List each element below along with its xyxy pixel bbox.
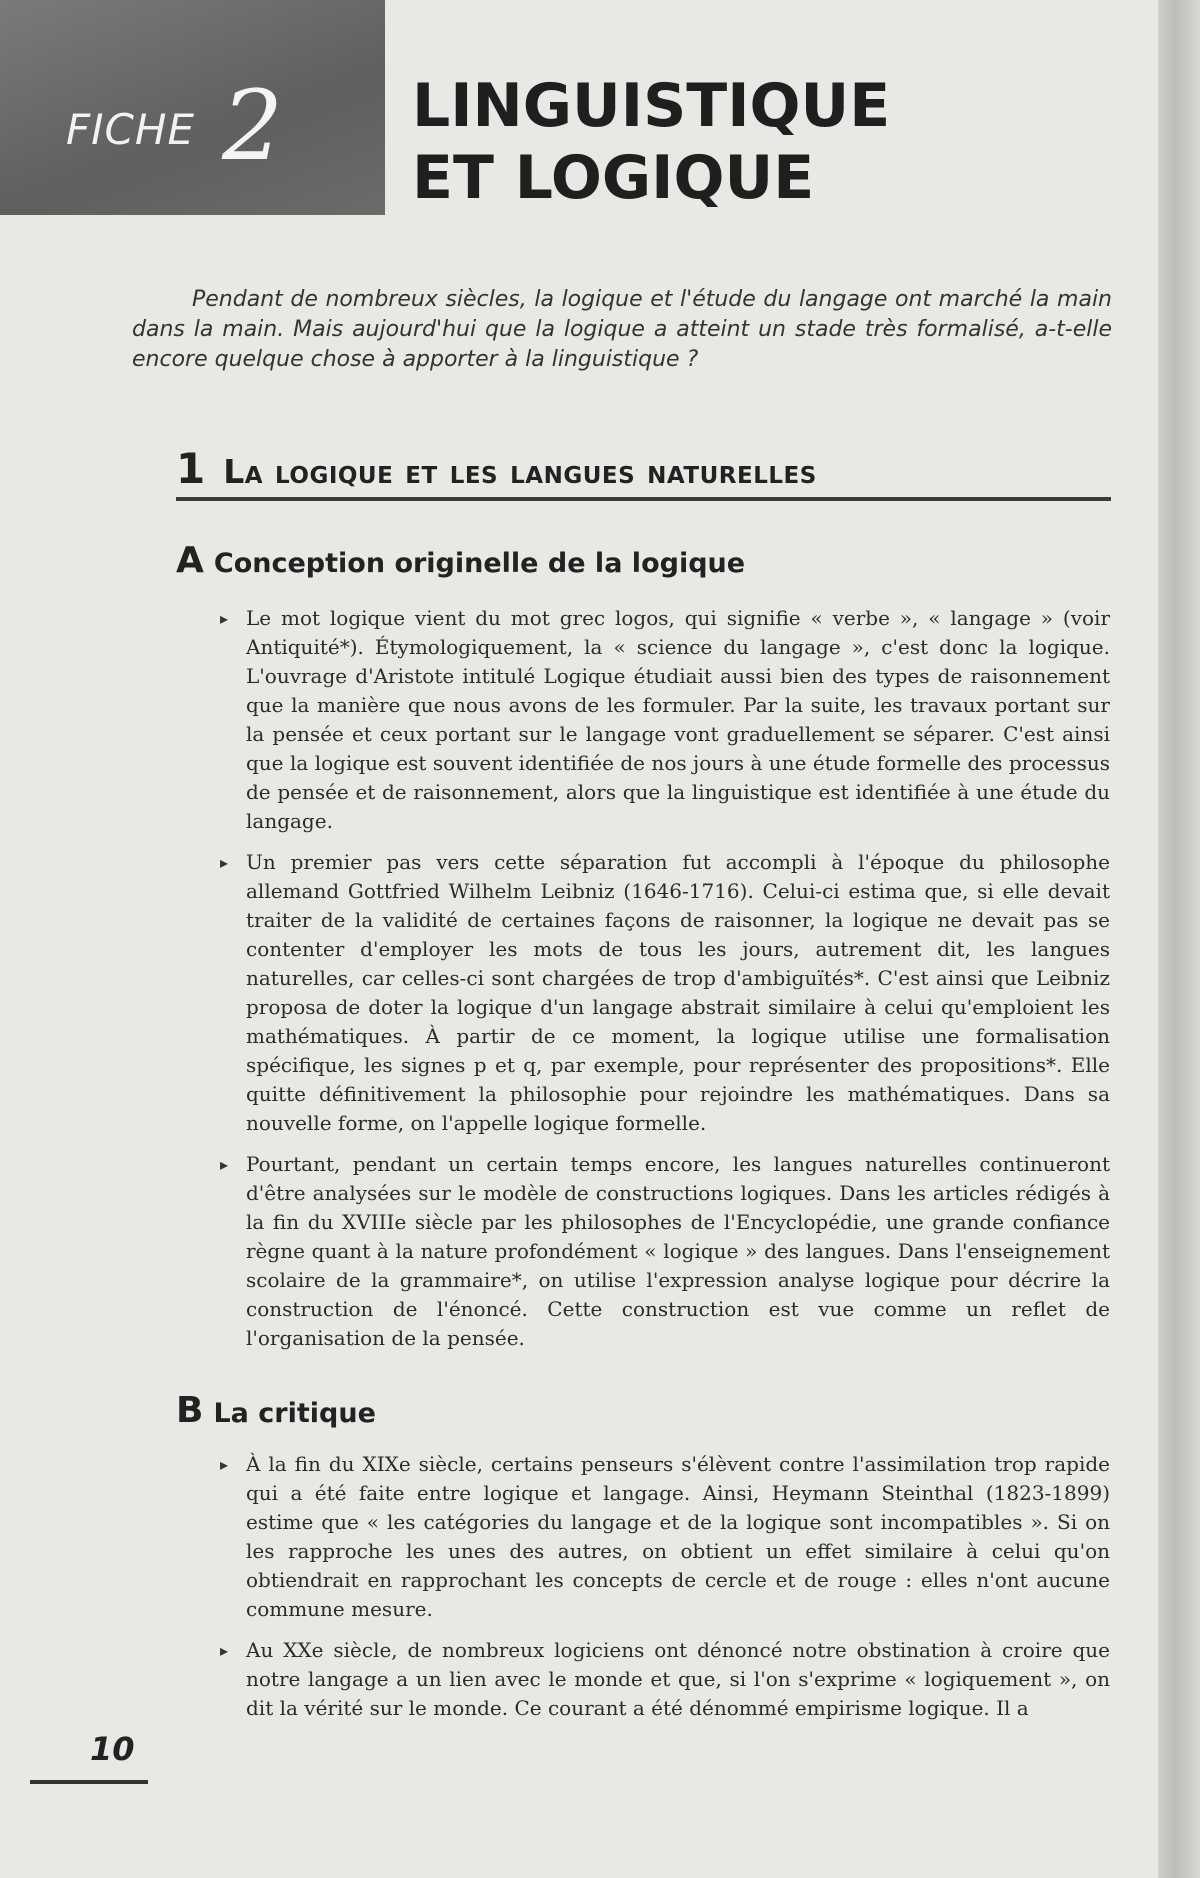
subsection-letter: B bbox=[176, 1390, 204, 1431]
bullet-icon: ▸ bbox=[220, 1155, 229, 1174]
body-paragraph bbox=[220, 1450, 1110, 1624]
fiche-label: FICHE bbox=[66, 105, 195, 154]
subsection-title: Conception originelle de la logique bbox=[213, 548, 746, 579]
bullet-icon: ▸ bbox=[220, 1455, 229, 1474]
bullet-icon: ▸ bbox=[220, 609, 229, 628]
body-paragraph bbox=[220, 604, 1110, 836]
section-1-heading bbox=[176, 444, 1111, 501]
bullet-icon: ▸ bbox=[220, 853, 229, 872]
page-number: 10 bbox=[90, 1730, 135, 1768]
fiche-number: 2 bbox=[222, 70, 284, 182]
subsection-a-body bbox=[220, 604, 1110, 1365]
page-title bbox=[412, 70, 890, 214]
body-paragraph bbox=[220, 1150, 1110, 1353]
section-number: 1 bbox=[176, 444, 206, 493]
page-edge-shadow bbox=[1158, 0, 1200, 1878]
subsection-title: La critique bbox=[213, 1398, 376, 1429]
body-paragraph bbox=[220, 848, 1110, 1138]
subsection-b-body bbox=[220, 1450, 1110, 1735]
subsection-a-heading bbox=[176, 540, 745, 581]
subsection-b-heading bbox=[176, 1390, 376, 1431]
page-number-rule bbox=[30, 1780, 148, 1784]
intro-paragraph: Pendant de nombreux siècles, la logique et l'étude du langage ont marché la main dans la main. Mais aujourd'hui que la logique a atteint un stade très formalisé, a-t-elle encore quelque chose à apporter à la linguistique ? bbox=[132, 287, 1112, 372]
section-title: La logique et les langues naturelles bbox=[223, 452, 817, 491]
paragraph-text: Un premier pas vers cette séparation fut accompli à l'époque du philosophe allemand Gottfried Wilhelm Leibniz (1646-1716). Celui-ci estima que, si elle devait traiter de la validité de certaines façons de raisonner, la logique ne devait pas se contenter d'employer les mots de tous les jours, autrement dit, les langues naturelles, car celles-ci sont chargées de trop d'ambiguïtés*. C'est ainsi que Leibniz proposa de doter la logique d'un langage abstrait similaire à celui qu'emploient les mathématiques. À partir de ce moment, la logique utilise une formalisation spécifique, les signes p et q, par exemple, pour représenter des propositions*. Elle quitte définitivement la philosophie pour rejoindre les mathématiques. Dans sa nouvelle forme, on l'appelle logique formelle. bbox=[246, 850, 1110, 1135]
subsection-letter: A bbox=[176, 540, 204, 581]
paragraph-text: À la fin du XIXe siècle, certains penseurs s'élèvent contre l'assimilation trop rapide qui a été faite entre logique et langage. Ainsi, Heymann Steinthal (1823-1899) estime que « les catégories du langage et de la logique sont incompatibles ». Si on les rapproche les unes des autres, on obtient un effet similaire à celui qu'on obtiendrait en rapprochant les concepts de cercle et de rouge : elles n'ont aucune commune mesure. bbox=[246, 1452, 1110, 1621]
paragraph-text: Pourtant, pendant un certain temps encore, les langues naturelles continueront d'être analysées sur le modèle de constructions logiques. Dans les articles rédigés à la fin du XVIIIe siècle par les philosophes de l'Encyclopédie, une grande confiance règne quant à la nature profondément « logique » des langues. Dans l'enseignement scolaire de la grammaire*, on utilise l'expression analyse logique pour décrire la construction de l'énoncé. Cette construction est vue comme un reflet de l'organisation de la pensée. bbox=[246, 1152, 1110, 1350]
title-line-1: LINGUISTIQUE bbox=[412, 71, 891, 141]
body-paragraph bbox=[220, 1636, 1110, 1723]
paragraph-text: Au XXe siècle, de nombreux logiciens ont dénoncé notre obstination à croire que notre langage a un lien avec le monde et que, si l'on s'exprime « logiquement », on dit la vérité sur le monde. Ce courant a été dénommé empirisme logique. Il a bbox=[246, 1638, 1110, 1720]
title-line-2: ET LOGIQUE bbox=[412, 143, 815, 213]
paragraph-text: Le mot logique vient du mot grec logos, qui signifie « verbe », « langage » (voir Antiquité*). Étymologiquement, la « science du langage », c'est donc la logique. L'ouvrage d'Aristote intitulé Logique étudiait aussi bien des types de raisonnement que la manière que nous avons de les formuler. Par la suite, les travaux portant sur la pensée et ceux portant sur le langage vont graduellement se séparer. C'est ainsi que la logique est souvent identifiée de nos jours à une étude formelle des processus de pensée et de raisonnement, alors que la linguistique est identifiée à une étude du langage. bbox=[246, 606, 1110, 833]
bullet-icon: ▸ bbox=[220, 1641, 229, 1660]
